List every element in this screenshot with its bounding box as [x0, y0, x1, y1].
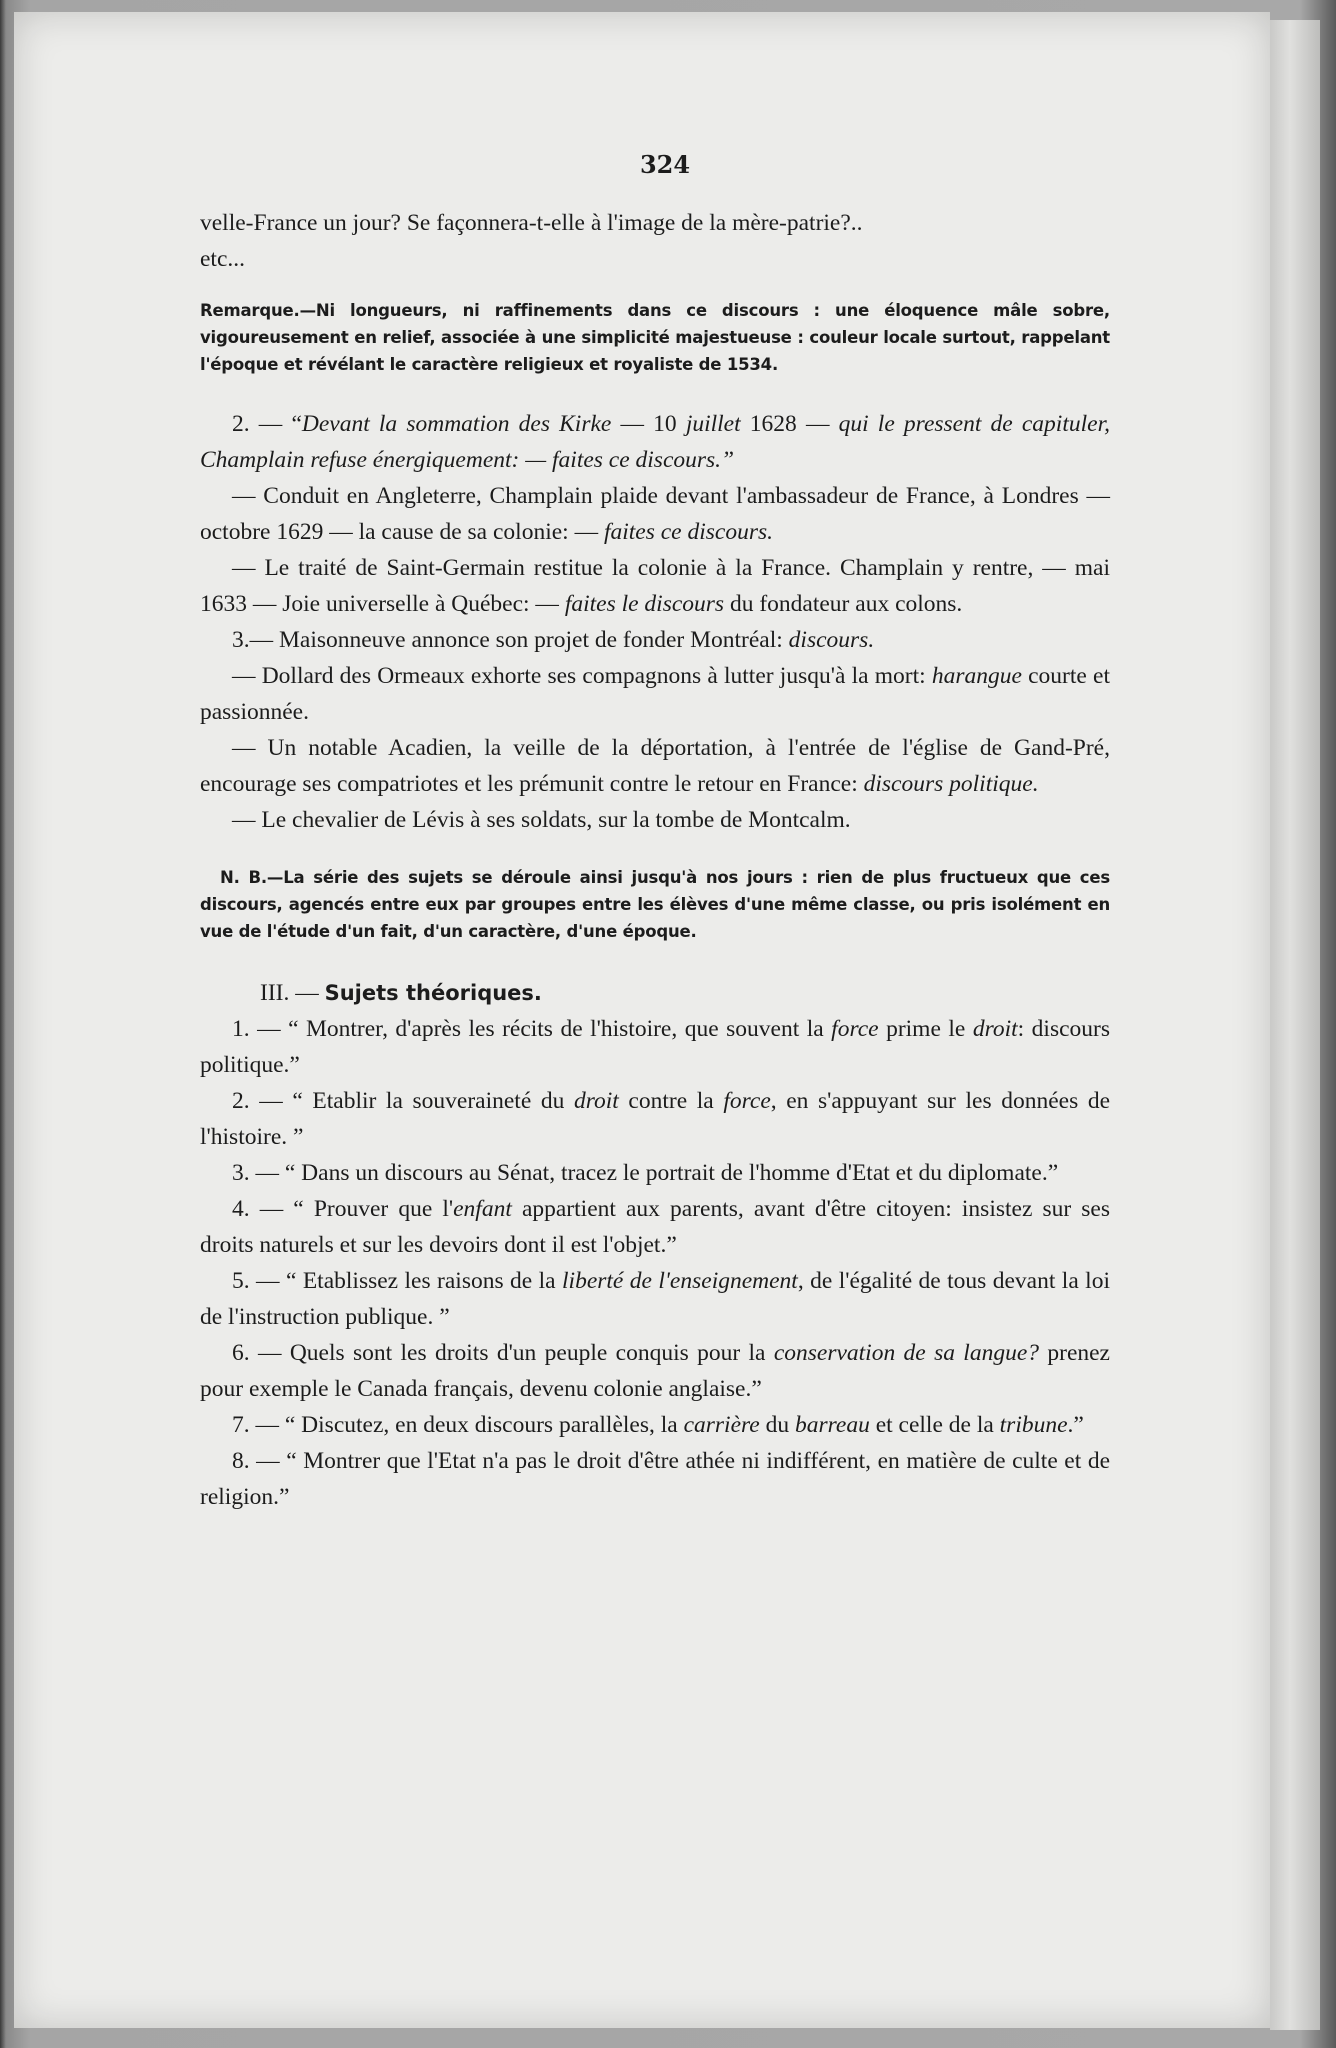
section-heading: III. — Sujets théoriques.: [260, 980, 542, 1006]
intro-line-2: etc...: [200, 246, 246, 272]
theory-subject-4: 4. — “ Prouver que l'enfant appartient aux parents, avant d'être citoyen: insistez sur ses droits naturels et sur les devoirs dont il est l'objet.”: [200, 1196, 1111, 1258]
subject-3-levis: — Le chevalier de Lévis à ses soldats, sur la tombe de Montcalm.: [232, 807, 851, 833]
theory-subject-2: 2. — “ Etablir la souveraineté du droit contre la force, en s'appuyant sur les données de l'histoire. ”: [200, 1088, 1111, 1150]
subject-2-saint-germain: — Le traité de Saint-Germain restitue la colonie à la France. Champlain y rentre, — mai 1633 — Joie universelle à Québec: — faites le discours du fondateur aux colons.: [200, 555, 1110, 617]
subject-3-maisonneuve: 3.— Maisonneuve annonce son projet de fonder Montréal: discours.: [232, 627, 875, 653]
theory-subject-5: 5. — “ Etablissez les raisons de la liberté de l'enseignement, de l'égalité de tous devant la loi de l'instruction publique. ”: [200, 1268, 1110, 1330]
theory-subject-7: 7. — “ Discutez, en deux discours parallèles, la carrière du barreau et celle de la tribune.”: [232, 1412, 1084, 1438]
subject-3-acadien: — Un notable Acadien, la veille de la déportation, à l'entrée de l'église de Gand-Pré, encourage ses compatriotes et les prémunit contre le retour en France: discours politique.: [200, 735, 1110, 797]
remarque-note: Remarque.—Ni longueurs, ni raffinements dans ce discours : une éloquence mâle sobre, vigoureusement en relief, associée à une simplicité majestueuse : couleur locale surtout, rappelant l'époque et révélant le caractère religieux et royaliste de 1534.: [200, 301, 1110, 374]
subject-3-dollard: — Dollard des Ormeaux exhorte ses compagnons à lutter jusqu'à la mort: harangue courte et passionnée.: [200, 663, 1110, 725]
next-page-edge: [1270, 20, 1320, 2030]
intro-line-1: velle-France un jour? Se façonnera-t-elle à l'image de la mère-patrie?..: [200, 210, 863, 236]
theory-subject-6: 6. — Quels sont les droits d'un peuple conquis pour la conservation de sa langue? prenez pour exemple le Canada français, devenu colonie anglaise.”: [200, 1340, 1110, 1402]
theory-subject-1: 1. — “ Montrer, d'après les récits de l'histoire, que souvent la force prime le droit: discours politique.”: [200, 1016, 1111, 1078]
subject-2-londres: — Conduit en Angleterre, Champlain plaide devant l'ambassadeur de France, à Londres — octobre 1629 — la cause de sa colonie: — faites ce discours.: [200, 483, 1110, 545]
theory-subject-8: 8. — “ Montrer que l'Etat n'a pas le droit d'être athée ni indifférent, en matière de culte et de religion.”: [200, 1448, 1110, 1510]
nb-note: N. B.—La série des sujets se déroule ainsi jusqu'à nos jours : rien de plus fructueux que ces discours, agencés entre eux par groupes entre les élèves d'une même classe, ou pris isolément en vue de l'étude d'un fait, d'un caractère, d'une époque.: [200, 868, 1110, 941]
page-number: 324: [639, 150, 691, 179]
page-text: [200, 150, 1110, 1515]
theory-subject-3: 3. — “ Dans un discours au Sénat, tracez le portrait de l'homme d'Etat et du diplomate.”: [232, 1160, 1059, 1186]
subject-2-kirke: 2. — “Devant la sommation des Kirke — 10 juillet 1628 — qui le pressent de capituler, Champlain refuse énergiquement: — faites ce discours.”: [200, 411, 1110, 473]
